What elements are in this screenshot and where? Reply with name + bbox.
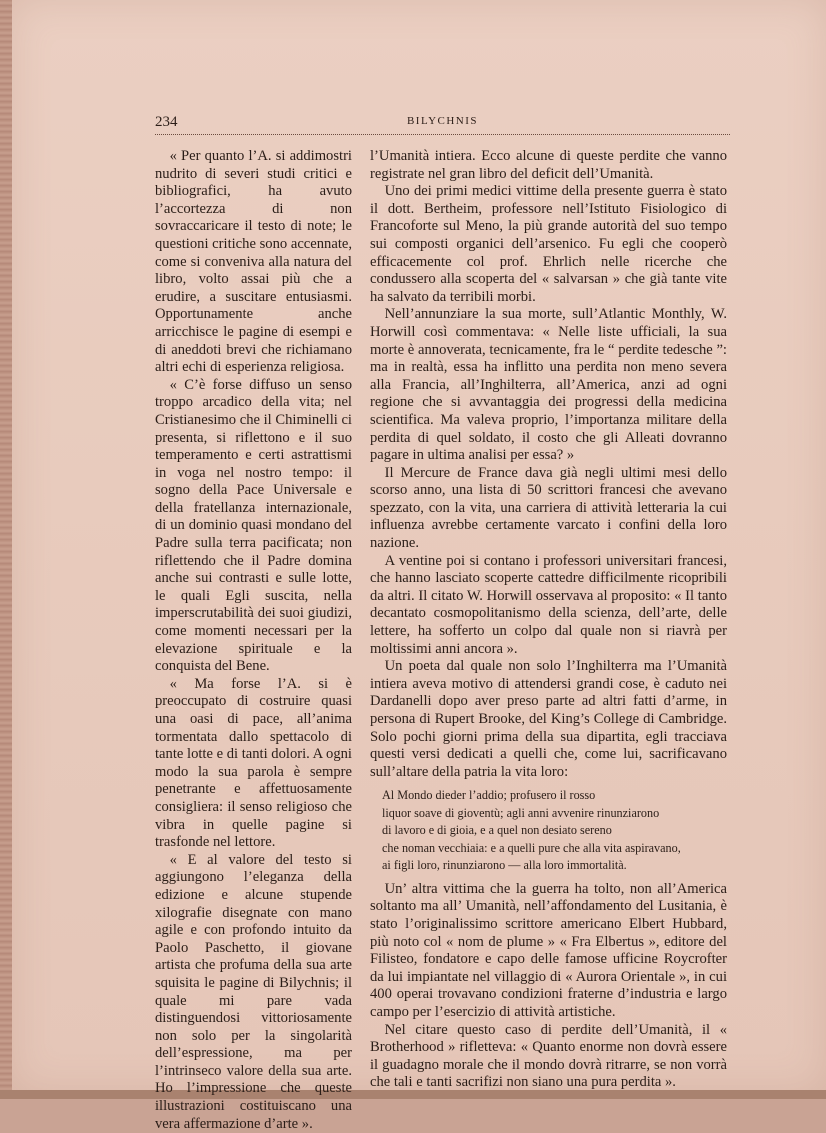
- right-paragraph: Nel citare questo caso di perdite dell’Umanità, il « Brotherhood » rifletteva: « Quanto enorme non dovrà essere il guadagno morale che il mondo dovrà ritrarre, se non vorrà che tali e tanti sacrifizi non siano una pura perdita ».: [370, 1021, 727, 1091]
- right-paragraph: Un’ altra vittima che la guerra ha tolto, non all’America soltanto ma all’ Umanità, nell’affondamento del Lusitania, è stato l’originalissimo scrittore americano Elbert Hubbard, più noto col « nom de plume » « Fra Elbertus », editore del Filisteo, fondatore e capo delle famose ufficine Roycrofter da lui impiantate nel villaggio di « Aurora Orientale », in cui 400 operai trovavano condizioni fraterne d’industria e largo campo per l’esercizio di attività artistiche.: [370, 880, 727, 1021]
- poem-line: liquor soave di gioventù; agli anni avvenire rinunziarono: [382, 805, 660, 820]
- right-paragraph: Nell’annunziare la sua morte, sull’Atlantic Monthly, W. Horwill così commentava: « Nelle liste ufficiali, la sua morte è annoverata, tecnicamente, fra le “ perdite tedesche ”: ma in realtà, essa ha inflitto una perdita non meno severa alla Francia, all’Inghilterra, all’America, anzi ad ogni regione che si avvantaggia dei progressi della medicina scientifica. Ma valeva proprio, l’importanza militare della perdita di quel soldato, il costo che gli Alleati dovranno pagare in ultima analisi per essa? »: [370, 306, 727, 464]
- running-head: BILYCHNIS: [406, 115, 479, 127]
- left-paragraph: « Per quanto l’A. si addimostri nudrito di severi studi critici e bibliografici, ha avuto l’accortezza di non sovraccaricare il testo di note; le questioni critiche sono accennate, come si conveniva alla natura del libro, volto assai più che a erudire, a suscitare entusiasmi. Opportunamente anche arricchisce le pagine di esempi e di aneddoti brevi che richiamano altri echi di esperienza religiosa.: [155, 148, 352, 376]
- poem-quote: [382, 787, 727, 875]
- poem-line: Al Mondo dieder l’addio; profusero il rosso: [382, 788, 596, 803]
- left-paragraph: « E al valore del testo si aggiungono l’eleganza della edizione e alcune stupende xilografie disegnate con mano agile e con profondo intuito da Paolo Paschetto, il giovane artista che profuma della sua arte squisita le pagine di Bilychnis; il quale mi pare vada distinguendosi vittoriosamente non solo per la singolarità dell’espressione, ma per l’intrinseco valore della sua arte. Ho l’impressione che queste illustrazioni costituiscano una vera affermazione d’arte ».: [155, 851, 352, 1132]
- poem-line: ai figli loro, rinunziarono — alla loro immortalità.: [382, 858, 627, 873]
- page-number: 234: [155, 114, 178, 130]
- right-paragraph: l’Umanità intiera. Ecco alcune di queste perdite che vanno registrate nel gran libro del deficit dell’Umanità.: [370, 148, 727, 182]
- page-binding-edge: [0, 0, 12, 1099]
- right-paragraph: Uno dei primi medici vittime della presente guerra è stato il dott. Bertheim, professore nell’Istituto Fisiologico di Francoforte sul Meno, la più grande autorità del suo tempo sui composti organici dell’arsenico. Fu egli che cooperò efficacemente col prof. Ehrlich nelle ricerche che condussero alla scoperta del « salvarsan » che già tante vite ha salvato da terribili morbi.: [370, 183, 727, 305]
- left-paragraph: « C’è forse diffuso un senso troppo arcadico della vita; nel Cristianesimo che il Chiminelli ci presenta, si riflettono e il suo temperamento e certi astrattismi in voga nel nostro tempo: il sogno della Pace Universale e della fratellanza internazionale, di un dominio quasi mondano del Padre sulla terra pacificata; non riflettendo che il Padre domina anche sui contrasti e sulle lotte, le quali Egli suscita, nella imperscrutabilità dei suoi giudizi, come momenti necessari per la elevazione spirituale e la conquista del Bene.: [155, 376, 352, 675]
- left-paragraph: « Ma forse l’A. si è preoccupato di costruire quasi una oasi di pace, all’anima tormentata dallo spettacolo di tante lotte e di tanti dolori. A ogni modo la sua parola è sempre penetrante e affettuosamente consigliera: il senso religioso che vibra in quelle pagine si trasfonde nel lettore.: [155, 675, 352, 851]
- right-paragraph: A ventine poi si contano i professori universitari francesi, che hanno lasciato scoperte cattedre difficilmente ricopribili da altri. Il citato W. Horwill osservava al proposito: « Il tanto decantato cosmopolitanismo della scienza, dell’arte, delle lettere, ha sofferto un colpo dal quale non si riavrà per moltissimi anni ancora ».: [370, 552, 727, 657]
- right-column: [370, 148, 727, 1092]
- right-paragraph: Il Mercure de France dava già negli ultimi mesi dello scorso anno, una lista di 50 scrittori francesi che avevano spezzato, con la vita, una carriera di attività letteraria la cui influenza avrebbe certamente varcato i confini della loro nazione.: [370, 464, 727, 552]
- poem-line: di lavoro e di gioia, e a quel non desiato sereno: [382, 823, 612, 838]
- right-paragraph: Un poeta dal quale non solo l’Inghilterra ma l’Umanità intiera aveva motivo di attendersi grandi cose, è caduto nei Dardanelli dopo aver preso parte ad altri fatti d’arme, in persona di Rupert Brooke, del King’s College di Cambridge. Solo pochi giorni prima della sua dipartita, egli tracciava questi versi dedicati a quelli che, come lui, sacrificavano sull’altare della patria la vita loro:: [370, 658, 727, 780]
- poem-line: che noman vecchiaia: e a quelli pure che alla vita aspiravano,: [382, 840, 681, 855]
- page-header: [155, 112, 730, 135]
- left-column: [155, 148, 352, 1133]
